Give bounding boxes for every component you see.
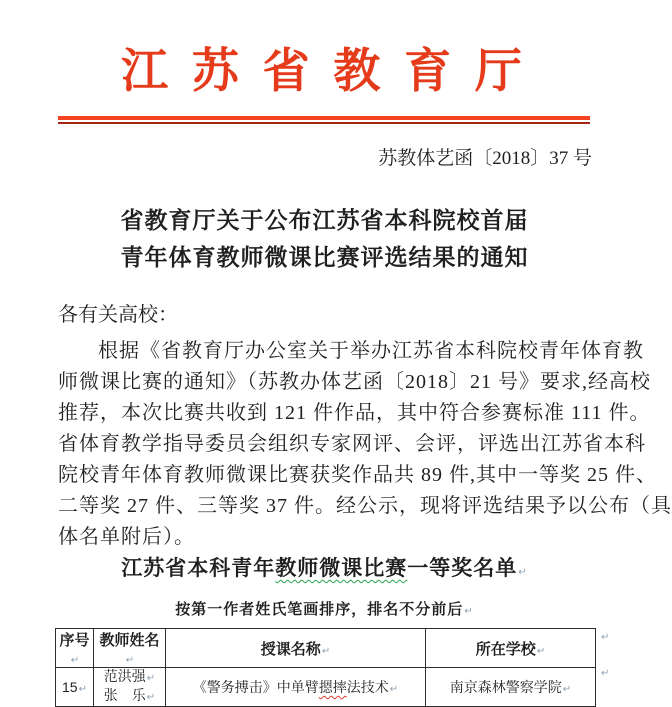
paragraph-mark-icon: ↵ (601, 668, 610, 679)
table-header-row (56, 629, 596, 668)
paragraph-mark-icon: ↵ (464, 606, 474, 617)
paragraph-mark-icon: ↵ (125, 655, 135, 666)
cell-school (426, 668, 596, 707)
paragraph-mark-icon: ↵ (562, 684, 572, 695)
column-header-label: 教师姓名 (99, 632, 160, 649)
sort-note-text: 按第一作者姓氏笔画排序，排名不分前后 (175, 601, 464, 618)
award-table-wrap (55, 628, 610, 707)
paragraph-mark-icon: ↵ (518, 567, 528, 578)
award-heading-pre: 江苏省本科青年 (121, 557, 276, 580)
course-title-pre: 《警务搏击》中单臂 (192, 679, 319, 695)
paragraph-mark-icon: ↵ (70, 655, 80, 666)
document-number: 苏教体艺函〔2018〕37 号 (378, 148, 592, 169)
notice-title-line1: 省教育厅关于公布江苏省本科院校首届 (120, 207, 529, 233)
rule-thick-line (58, 116, 590, 120)
body-line: 师微课比赛的通知》（苏教办体艺函〔2018〕21 号》要求,经高校 (58, 371, 651, 393)
teacher-name: 范洪强↵ (96, 668, 163, 687)
column-header-course-title (166, 629, 426, 668)
cell-index (56, 668, 94, 707)
column-header-label: 所在学校 (475, 640, 536, 658)
award-list-heading (0, 555, 649, 587)
award-heading-grammar-marked: 教师微课比赛 (275, 557, 408, 580)
body-line: 二等奖 27 件、三等奖 37 件。经公示，现将评选结果予以公布（具 (58, 495, 672, 517)
school-name: 南京森林警察学院 (449, 679, 562, 695)
notice-title (0, 202, 649, 276)
paragraph-mark-icon: ↵ (146, 673, 156, 684)
notice-body (58, 336, 672, 553)
award-table (55, 628, 596, 707)
table-row (56, 668, 596, 707)
paragraph-mark-icon: ↵ (601, 632, 610, 643)
body-line: 院校青年体育教师微课比赛获奖作品共 89 件,其中一等奖 25 件、 (58, 464, 657, 486)
column-header-school (426, 629, 596, 668)
award-heading-post: 一等奖名单 (407, 557, 518, 580)
cell-course-title (166, 668, 426, 707)
column-header-teacher-name (94, 629, 166, 668)
course-title-post: 法技术 (346, 679, 389, 695)
notice-title-line2: 青年体育教师微课比赛评选结果的通知 (120, 244, 529, 270)
paragraph-mark-icon: ↵ (389, 684, 399, 695)
course-title-spellcheck-marked: 摁摔 (318, 679, 347, 695)
paragraph-mark-icon: ↵ (146, 692, 156, 703)
body-line: 省体育教学指导委员会组织专家网评、会评，评选出江苏省本科 (58, 433, 646, 455)
body-line: 推荐，本次比赛共收到 121 件作品，其中符合参赛标准 111 件。 (58, 402, 651, 424)
row-index-value: 15 (62, 679, 78, 695)
paragraph-mark-icon: ↵ (536, 645, 546, 657)
agency-letterhead-title: 江 苏 省 教 育 厅 (121, 46, 528, 98)
rule-thin-line (58, 122, 590, 124)
teacher-name: 张 乐↵ (96, 687, 163, 706)
body-line: 体名单附后）。 (58, 526, 195, 548)
body-line: 根据《省教育厅办公室关于举办江苏省本科院校青年体育教 (98, 340, 644, 362)
paragraph-mark-icon: ↵ (78, 684, 87, 695)
paragraph-mark-icon: ↵ (321, 645, 331, 657)
letterhead-divider-rule (58, 116, 590, 124)
cell-teacher-names (94, 668, 166, 707)
column-header-index (56, 629, 94, 668)
column-header-label: 授课名称 (260, 640, 321, 658)
sort-order-note (0, 601, 649, 621)
salutation: 各有关高校： (58, 304, 178, 326)
column-header-label: 序号 (59, 632, 90, 649)
